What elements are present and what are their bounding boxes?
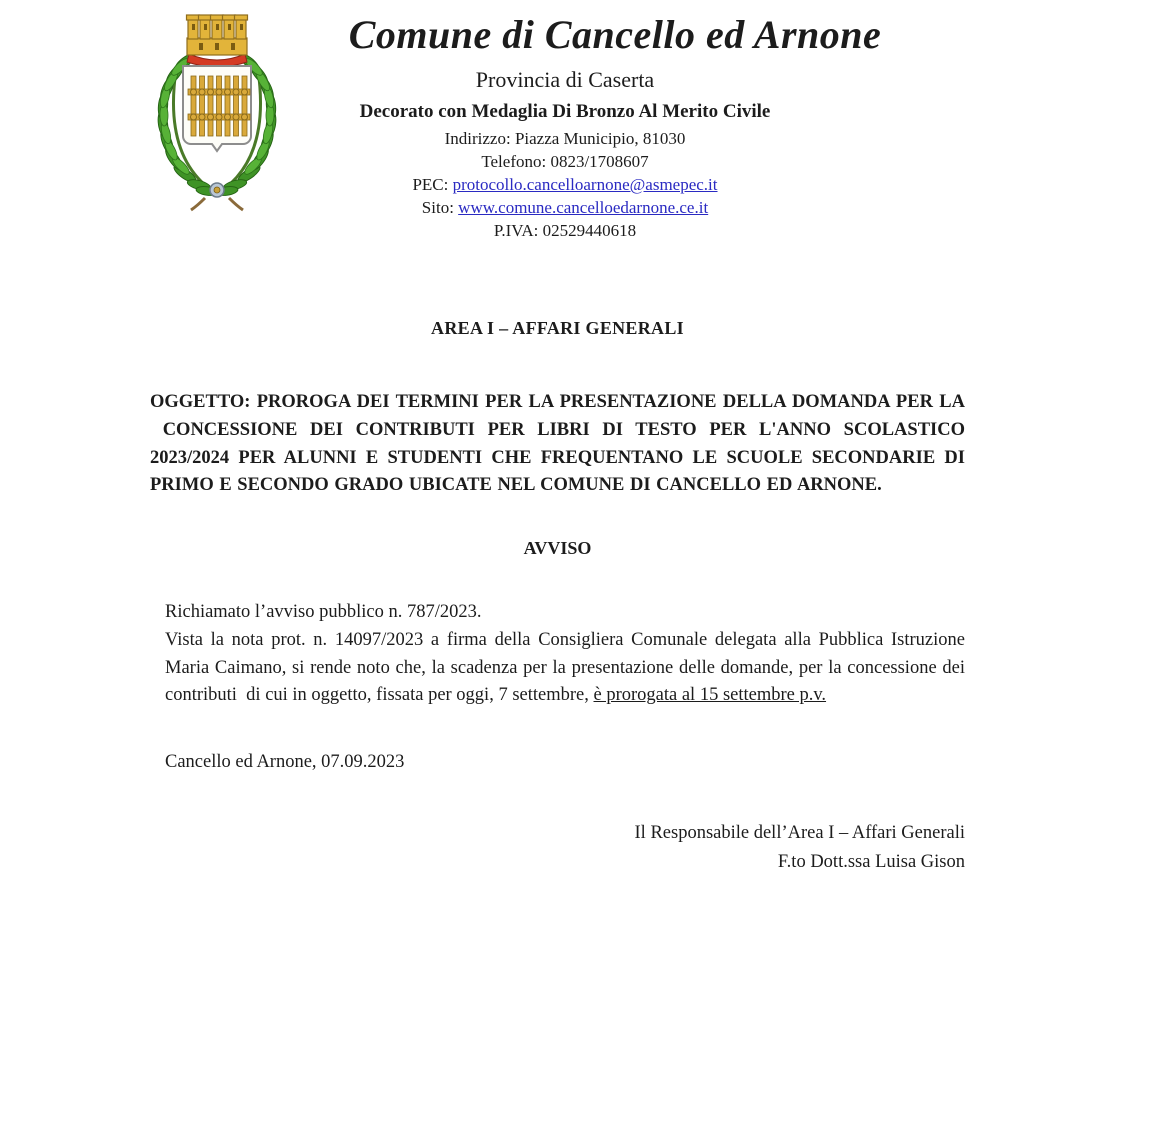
page-title: Comune di Cancello ed Arnone	[348, 12, 882, 57]
notice-paragraph-text: Vista la nota prot. n. 14097/2023 a firma della Consigliera Comunale delegata alla Pubblica Istruzione Maria Caimano, si rende noto che, la scadenza per la presentazione delle domande, per la concessione dei contributi di cui in oggetto, fissata per oggi, 7 settembre,	[165, 629, 965, 706]
recital-line: Richiamato l’avviso pubblico n. 787/2023.	[165, 602, 482, 623]
notice-heading: AVVISO	[523, 538, 592, 559]
address-line: Indirizzo: Piazza Municipio, 81030	[444, 129, 686, 149]
vat-line: P.IVA: 02529440618	[493, 221, 637, 241]
document-content	[150, 318, 965, 876]
site-line	[250, 196, 880, 219]
letterhead	[250, 0, 980, 242]
dateline: Cancello ed Arnone, 07.09.2023	[165, 752, 405, 773]
subject-paragraph: OGGETTO: PROROGA DEI TERMINI PER LA PRESENTAZIONE DELLA DOMANDA PER LA CONCESSIONE DEI CONTRIBUTI PER LIBRI DI TESTO PER L'ANNO SCOLASTICO 2023/2024 PER ALUNNI E STUDENTI CHE FREQUENTANO LE SCUOLE SECONDARIE DI PRIMO E SECONDO GRADO UBICATE NEL COMUNE DI CANCELLO ED ARNONE.	[150, 392, 965, 496]
website-link[interactable]: www.comune.cancelloedarnone.ce.it	[458, 198, 709, 218]
signature-name: F.to Dott.ssa Luisa Gison	[777, 851, 965, 872]
pec-line	[250, 173, 880, 196]
signature-role: Il Responsabile dell’Area I – Affari Generali	[634, 823, 965, 844]
pec-email-link[interactable]: protocollo.cancelloarnone@asmepec.it	[452, 175, 718, 195]
notice-paragraph	[165, 627, 965, 710]
phone-line: Telefono: 0823/1708607	[481, 152, 649, 172]
area-heading: AREA I – AFFARI GENERALI	[431, 318, 684, 339]
site-label: Sito:	[421, 198, 459, 218]
notice-body	[150, 599, 965, 710]
contact-block	[250, 127, 880, 242]
province-subtitle: Provincia di Caserta	[475, 67, 655, 92]
extension-underlined-text: è prorogata al 15 settembre p.v.	[593, 685, 827, 706]
decoration-line: Decorato con Medaglia Di Bronzo Al Merito Civile	[359, 101, 771, 123]
pec-label: PEC:	[412, 175, 453, 195]
signature-block	[150, 819, 965, 876]
